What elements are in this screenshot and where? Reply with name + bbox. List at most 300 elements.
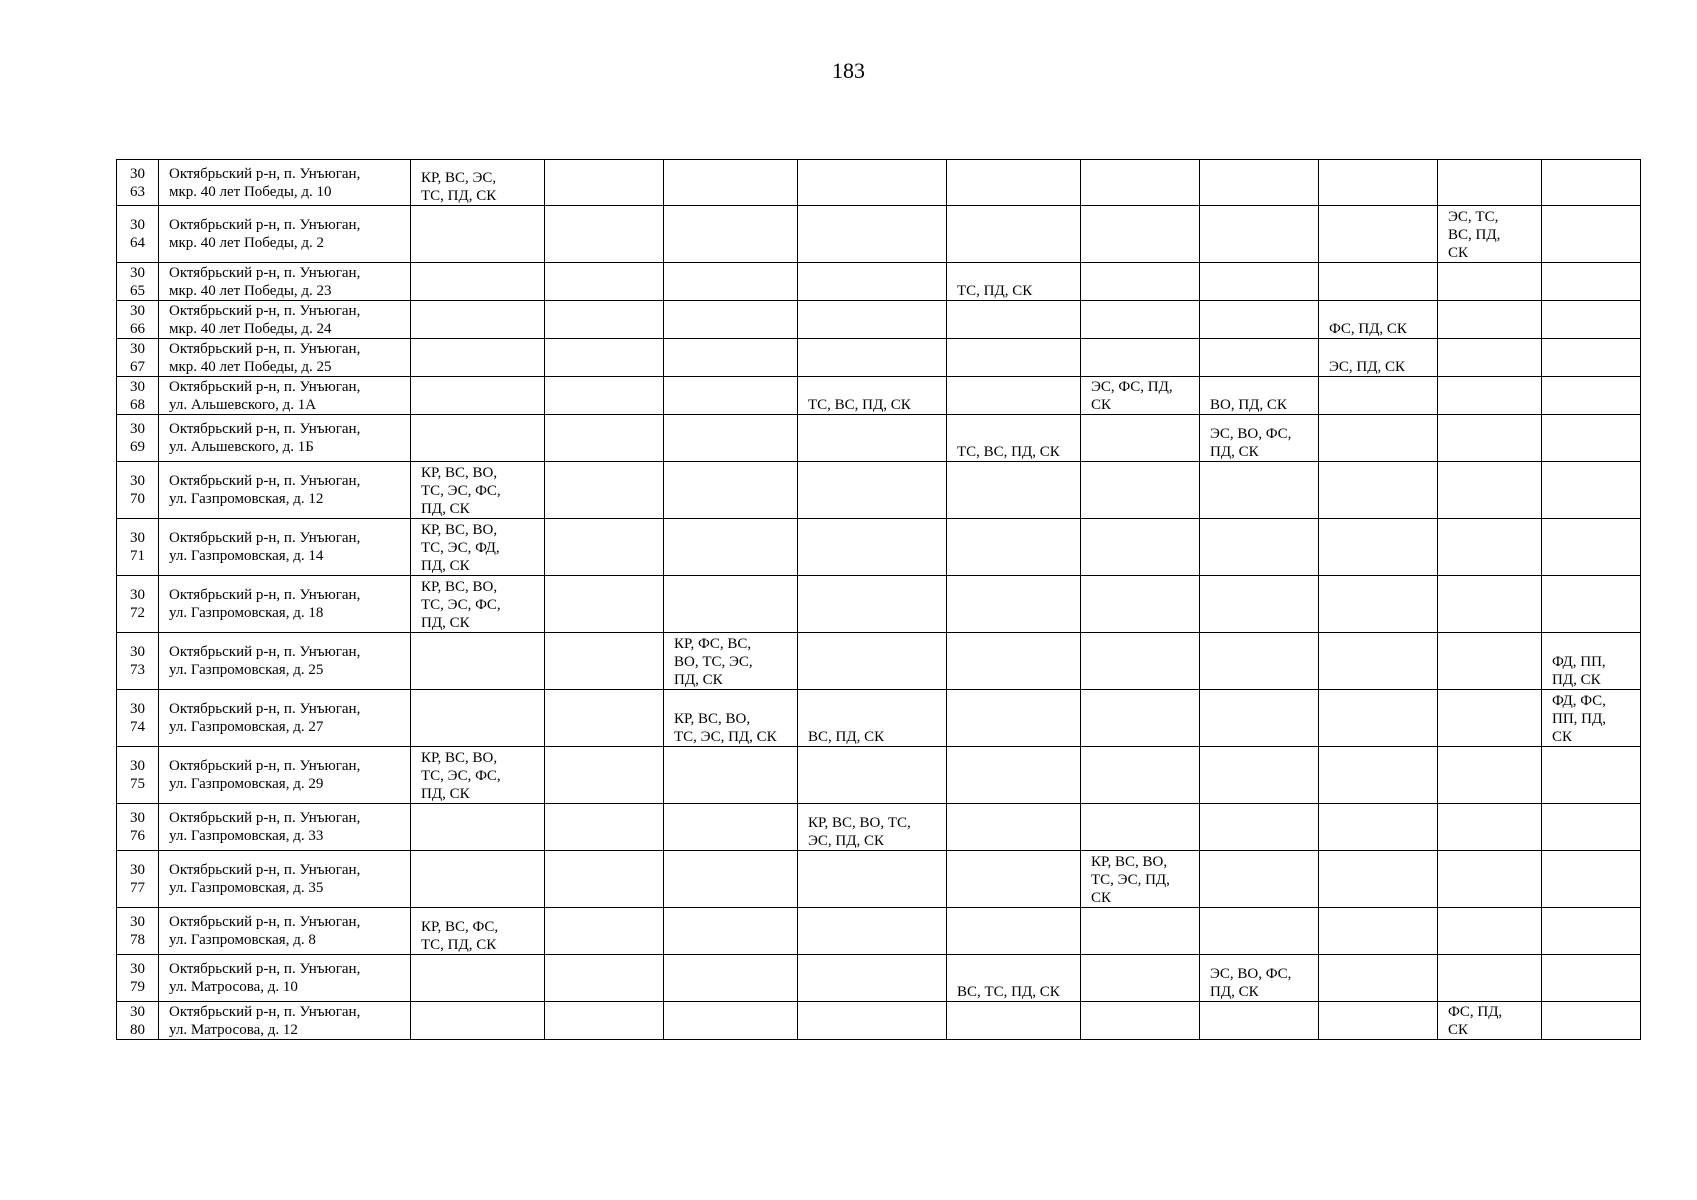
works-cell-year-col-5 [947, 415, 1081, 462]
works-cell-year-col-7 [1200, 1002, 1319, 1040]
works-cell-year-col-3 [664, 339, 798, 377]
works-cell-year-col-5 [947, 690, 1081, 747]
works-codes: ФД, ФС, ПП, ПД, СК [1552, 693, 1606, 745]
works-cell-year-col-5 [947, 339, 1081, 377]
address-cell [159, 519, 411, 576]
address-cell [159, 377, 411, 415]
works-cell-year-col-2 [545, 206, 664, 263]
works-cell-year-col-10 [1542, 415, 1641, 462]
works-cell-year-col-1 [411, 804, 545, 851]
works-cell-year-col-9 [1438, 462, 1542, 519]
works-cell-year-col-10 [1542, 633, 1641, 690]
address-cell [159, 339, 411, 377]
address-line: ул. Газпромовская, д. 8 [169, 932, 316, 948]
address-line: Октябрьский р-н, п. Унъюган, [169, 421, 361, 437]
works-cell-year-col-2 [545, 804, 664, 851]
row-number-cell [117, 263, 159, 301]
table-row [117, 263, 1641, 301]
works-cell-year-col-1 [411, 633, 545, 690]
works-cell-year-col-8 [1319, 1002, 1438, 1040]
works-cell-year-col-7 [1200, 908, 1319, 955]
page-number: 183 [832, 58, 865, 83]
works-cell-year-col-2 [545, 576, 664, 633]
works-cell-year-col-8 [1319, 206, 1438, 263]
works-cell-year-col-3 [664, 804, 798, 851]
works-cell-year-col-1 [411, 955, 545, 1002]
address-line: ул. Газпромовская, д. 35 [169, 880, 324, 896]
works-cell-year-col-2 [545, 160, 664, 206]
works-cell-year-col-2 [545, 519, 664, 576]
works-cell-year-col-4 [798, 377, 947, 415]
works-cell-year-col-7 [1200, 519, 1319, 576]
works-cell-year-col-1 [411, 519, 545, 576]
works-cell-year-col-1 [411, 339, 545, 377]
works-cell-year-col-4 [798, 576, 947, 633]
address-line: Октябрьский р-н, п. Унъюган, [169, 264, 361, 281]
works-cell-year-col-2 [545, 263, 664, 301]
works-cell-year-col-1 [411, 206, 545, 263]
works-cell-year-col-4 [798, 301, 947, 339]
row-number-line: 67 [130, 358, 145, 375]
row-number-line: 79 [130, 979, 145, 995]
row-number-line: 69 [130, 439, 145, 455]
works-cell-year-col-2 [545, 955, 664, 1002]
works-cell-year-col-8 [1319, 415, 1438, 462]
works-cell-year-col-3 [664, 519, 798, 576]
works-cell-year-col-10 [1542, 339, 1641, 377]
row-number-line: 80 [130, 1021, 145, 1038]
works-cell-year-col-10 [1542, 377, 1641, 415]
works-cell-year-col-4 [798, 851, 947, 908]
works-codes: КР, ВС, ФС, ТС, ПД, СК [421, 919, 499, 953]
address-cell [159, 576, 411, 633]
row-number-line: 30 [130, 378, 145, 395]
row-number-cell [117, 1002, 159, 1040]
row-number-line: 72 [130, 605, 145, 621]
works-cell-year-col-10 [1542, 519, 1641, 576]
address-line: Октябрьский р-н, п. Унъюган, [169, 587, 361, 603]
works-cell-year-col-7 [1200, 690, 1319, 747]
row-number-line: 71 [130, 548, 145, 564]
works-cell-year-col-6 [1081, 576, 1200, 633]
works-cell-year-col-8 [1319, 462, 1438, 519]
table-row [117, 377, 1641, 415]
works-codes: ЭС, ФС, ПД, СК [1091, 379, 1173, 413]
works-cell-year-col-2 [545, 462, 664, 519]
works-cell-year-col-10 [1542, 206, 1641, 263]
works-cell-year-col-3 [664, 633, 798, 690]
works-cell-year-col-5 [947, 377, 1081, 415]
works-cell-year-col-3 [664, 160, 798, 206]
address-line: Октябрьский р-н, п. Унъюган, [169, 644, 361, 660]
works-codes: ЭС, ВО, ФС, ПД, СК [1210, 966, 1292, 1000]
works-cell-year-col-2 [545, 301, 664, 339]
works-cell-year-col-2 [545, 377, 664, 415]
works-cell-year-col-8 [1319, 747, 1438, 804]
works-cell-year-col-5 [947, 301, 1081, 339]
row-number-line: 30 [130, 758, 145, 774]
works-cell-year-col-4 [798, 462, 947, 519]
row-number-cell [117, 633, 159, 690]
works-codes: ТС, ВС, ПД, СК [957, 444, 1060, 460]
table-row [117, 339, 1641, 377]
works-codes: КР, ВС, ВО, ТС, ЭС, ПД, СК [808, 815, 911, 849]
works-cell-year-col-1 [411, 377, 545, 415]
works-cell-year-col-10 [1542, 955, 1641, 1002]
table-row [117, 955, 1641, 1002]
works-cell-year-col-5 [947, 576, 1081, 633]
table-row [117, 1002, 1641, 1040]
works-cell-year-col-7 [1200, 804, 1319, 851]
works-cell-year-col-2 [545, 339, 664, 377]
works-cell-year-col-6 [1081, 690, 1200, 747]
address-cell [159, 804, 411, 851]
works-cell-year-col-10 [1542, 160, 1641, 206]
address-line: Октябрьский р-н, п. Унъюган, [169, 914, 361, 930]
row-number-cell [117, 955, 159, 1002]
works-cell-year-col-1 [411, 908, 545, 955]
works-cell-year-col-10 [1542, 301, 1641, 339]
address-cell [159, 955, 411, 1002]
address-cell [159, 206, 411, 263]
works-cell-year-col-6 [1081, 908, 1200, 955]
works-cell-year-col-10 [1542, 1002, 1641, 1040]
works-cell-year-col-3 [664, 1002, 798, 1040]
works-codes: ВС, ТС, ПД, СК [957, 984, 1060, 1000]
row-number-line: 30 [130, 217, 145, 233]
table-row [117, 576, 1641, 633]
address-cell [159, 851, 411, 908]
works-codes: ВС, ПД, СК [808, 729, 885, 745]
works-cell-year-col-9 [1438, 633, 1542, 690]
row-number-line: 30 [130, 421, 145, 437]
row-number-line: 65 [130, 282, 145, 299]
works-cell-year-col-2 [545, 690, 664, 747]
works-cell-year-col-9 [1438, 576, 1542, 633]
table-row [117, 851, 1641, 908]
works-cell-year-col-8 [1319, 955, 1438, 1002]
works-cell-year-col-7 [1200, 851, 1319, 908]
works-cell-year-col-9 [1438, 206, 1542, 263]
works-cell-year-col-5 [947, 462, 1081, 519]
row-number-line: 30 [130, 701, 145, 717]
row-number-cell [117, 462, 159, 519]
works-cell-year-col-6 [1081, 804, 1200, 851]
works-cell-year-col-1 [411, 1002, 545, 1040]
works-cell-year-col-9 [1438, 519, 1542, 576]
row-number-line: 30 [130, 1003, 145, 1020]
works-cell-year-col-4 [798, 263, 947, 301]
works-codes: ФС, ПД, СК [1329, 321, 1407, 337]
address-cell [159, 263, 411, 301]
address-line: Октябрьский р-н, п. Унъюган, [169, 758, 361, 774]
works-cell-year-col-7 [1200, 377, 1319, 415]
table-row [117, 747, 1641, 804]
row-number-line: 74 [130, 719, 145, 735]
row-number-line: 30 [130, 530, 145, 546]
works-cell-year-col-2 [545, 1002, 664, 1040]
works-cell-year-col-9 [1438, 1002, 1542, 1040]
works-cell-year-col-5 [947, 519, 1081, 576]
address-line: Октябрьский р-н, п. Унъюган, [169, 862, 361, 878]
works-cell-year-col-4 [798, 519, 947, 576]
row-number-cell [117, 206, 159, 263]
row-number-line: 70 [130, 491, 145, 507]
works-cell-year-col-7 [1200, 160, 1319, 206]
works-cell-year-col-7 [1200, 206, 1319, 263]
address-line: ул. Газпромовская, д. 18 [169, 605, 324, 621]
table-row [117, 690, 1641, 747]
address-line: Октябрьский р-н, п. Унъюган, [169, 961, 361, 977]
works-cell-year-col-9 [1438, 301, 1542, 339]
works-cell-year-col-1 [411, 263, 545, 301]
works-codes: ЭС, ВО, ФС, ПД, СК [1210, 426, 1292, 460]
works-codes: ВО, ПД, СК [1210, 397, 1287, 413]
works-cell-year-col-6 [1081, 339, 1200, 377]
table-row [117, 206, 1641, 263]
works-codes: КР, ВС, ВО, ТС, ЭС, ФС, ПД, СК [421, 465, 501, 517]
works-codes: ЭС, ПД, СК [1329, 359, 1405, 375]
works-cell-year-col-3 [664, 747, 798, 804]
address-line: Октябрьский р-н, п. Унъюган, [169, 217, 361, 233]
row-number-cell [117, 160, 159, 206]
works-cell-year-col-6 [1081, 263, 1200, 301]
works-cell-year-col-3 [664, 576, 798, 633]
works-cell-year-col-4 [798, 955, 947, 1002]
works-cell-year-col-7 [1200, 263, 1319, 301]
works-cell-year-col-4 [798, 908, 947, 955]
works-cell-year-col-8 [1319, 301, 1438, 339]
row-number-cell [117, 339, 159, 377]
works-cell-year-col-10 [1542, 908, 1641, 955]
works-codes: КР, ФС, ВС, ВО, ТС, ЭС, ПД, СК [674, 636, 753, 688]
works-cell-year-col-3 [664, 377, 798, 415]
works-cell-year-col-9 [1438, 804, 1542, 851]
address-cell [159, 1002, 411, 1040]
address-line: ул. Матросова, д. 12 [169, 1021, 298, 1038]
works-cell-year-col-3 [664, 415, 798, 462]
works-cell-year-col-5 [947, 263, 1081, 301]
works-cell-year-col-6 [1081, 206, 1200, 263]
address-line: Октябрьский р-н, п. Унъюган, [169, 1003, 361, 1020]
works-cell-year-col-8 [1319, 851, 1438, 908]
works-codes: КР, ВС, ВО, ТС, ЭС, ФД, ПД, СК [421, 522, 500, 574]
address-line: ул. Газпромовская, д. 33 [169, 828, 324, 844]
address-line: Октябрьский р-н, п. Унъюган, [169, 340, 361, 357]
works-cell-year-col-7 [1200, 415, 1319, 462]
address-line: ул. Альшевского, д. 1Б [169, 439, 314, 455]
works-cell-year-col-7 [1200, 576, 1319, 633]
works-cell-year-col-10 [1542, 263, 1641, 301]
row-number-line: 64 [130, 235, 145, 251]
works-cell-year-col-4 [798, 415, 947, 462]
works-codes: ЭС, ТС, ВС, ПД, СК [1448, 209, 1501, 261]
works-cell-year-col-3 [664, 690, 798, 747]
works-cell-year-col-1 [411, 851, 545, 908]
works-cell-year-col-8 [1319, 263, 1438, 301]
works-cell-year-col-8 [1319, 804, 1438, 851]
works-cell-year-col-4 [798, 160, 947, 206]
table-row [117, 519, 1641, 576]
row-number-cell [117, 377, 159, 415]
works-cell-year-col-5 [947, 908, 1081, 955]
row-number-cell [117, 415, 159, 462]
works-cell-year-col-4 [798, 747, 947, 804]
works-cell-year-col-5 [947, 206, 1081, 263]
works-codes: КР, ВС, ВО, ТС, ЭС, ФС, ПД, СК [421, 750, 501, 802]
works-cell-year-col-6 [1081, 955, 1200, 1002]
address-cell [159, 301, 411, 339]
works-cell-year-col-8 [1319, 160, 1438, 206]
address-line: ул. Газпромовская, д. 25 [169, 662, 324, 678]
address-line: Октябрьский р-н, п. Унъюган, [169, 810, 361, 826]
works-codes: КР, ВС, ВО, ТС, ЭС, ФС, ПД, СК [421, 579, 501, 631]
row-number-cell [117, 747, 159, 804]
works-codes: ФД, ПП, ПД, СК [1552, 654, 1606, 688]
works-cell-year-col-9 [1438, 415, 1542, 462]
works-cell-year-col-1 [411, 690, 545, 747]
works-cell-year-col-2 [545, 415, 664, 462]
row-number-line: 30 [130, 644, 145, 660]
address-cell [159, 747, 411, 804]
works-cell-year-col-4 [798, 206, 947, 263]
table-row [117, 908, 1641, 955]
works-cell-year-col-10 [1542, 690, 1641, 747]
works-cell-year-col-7 [1200, 339, 1319, 377]
works-cell-year-col-3 [664, 851, 798, 908]
works-cell-year-col-8 [1319, 908, 1438, 955]
row-number-line: 30 [130, 862, 145, 878]
table-row [117, 301, 1641, 339]
works-cell-year-col-10 [1542, 804, 1641, 851]
address-line: Октябрьский р-н, п. Унъюган, [169, 530, 361, 546]
works-cell-year-col-4 [798, 339, 947, 377]
address-line: мкр. 40 лет Победы, д. 24 [169, 320, 332, 337]
address-cell [159, 462, 411, 519]
works-cell-year-col-6 [1081, 1002, 1200, 1040]
address-line: ул. Газпромовская, д. 14 [169, 548, 324, 564]
works-cell-year-col-3 [664, 206, 798, 263]
address-cell [159, 690, 411, 747]
works-codes: КР, ВС, ВО, ТС, ЭС, ПД, СК [674, 711, 777, 745]
works-cell-year-col-6 [1081, 851, 1200, 908]
row-number-line: 63 [130, 183, 145, 200]
row-number-line: 30 [130, 340, 145, 357]
table-row [117, 462, 1641, 519]
works-cell-year-col-5 [947, 633, 1081, 690]
works-codes: КР, ВС, ЭС, ТС, ПД, СК [421, 170, 497, 204]
works-cell-year-col-3 [664, 908, 798, 955]
works-cell-year-col-5 [947, 851, 1081, 908]
works-codes: ТС, ПД, СК [957, 283, 1033, 299]
row-number-line: 30 [130, 473, 145, 489]
table-row [117, 415, 1641, 462]
works-cell-year-col-9 [1438, 339, 1542, 377]
works-cell-year-col-8 [1319, 690, 1438, 747]
works-cell-year-col-7 [1200, 633, 1319, 690]
works-cell-year-col-3 [664, 301, 798, 339]
row-number-cell [117, 690, 159, 747]
row-number-line: 30 [130, 961, 145, 977]
works-cell-year-col-8 [1319, 576, 1438, 633]
address-line: Октябрьский р-н, п. Унъюган, [169, 165, 361, 182]
works-cell-year-col-1 [411, 415, 545, 462]
address-line: Октябрьский р-н, п. Унъюган, [169, 701, 361, 717]
works-cell-year-col-4 [798, 804, 947, 851]
address-line: мкр. 40 лет Победы, д. 23 [169, 282, 332, 299]
works-cell-year-col-10 [1542, 576, 1641, 633]
row-number-line: 30 [130, 302, 145, 319]
works-cell-year-col-6 [1081, 377, 1200, 415]
works-cell-year-col-7 [1200, 301, 1319, 339]
works-cell-year-col-3 [664, 462, 798, 519]
works-cell-year-col-10 [1542, 747, 1641, 804]
works-cell-year-col-6 [1081, 462, 1200, 519]
works-cell-year-col-1 [411, 747, 545, 804]
address-cell [159, 160, 411, 206]
works-cell-year-col-9 [1438, 747, 1542, 804]
row-number-cell [117, 851, 159, 908]
works-cell-year-col-2 [545, 633, 664, 690]
row-number-line: 30 [130, 264, 145, 281]
works-cell-year-col-9 [1438, 377, 1542, 415]
address-line: мкр. 40 лет Победы, д. 25 [169, 358, 332, 375]
row-number-cell [117, 301, 159, 339]
address-line: Октябрьский р-н, п. Унъюган, [169, 302, 361, 319]
address-line: ул. Газпромовская, д. 29 [169, 776, 324, 792]
works-cell-year-col-6 [1081, 633, 1200, 690]
works-cell-year-col-10 [1542, 851, 1641, 908]
works-cell-year-col-1 [411, 160, 545, 206]
works-schedule-table [116, 159, 1641, 1040]
row-number-line: 30 [130, 914, 145, 930]
address-cell [159, 908, 411, 955]
works-cell-year-col-6 [1081, 519, 1200, 576]
works-codes: ФС, ПД, СК [1448, 1004, 1503, 1038]
works-cell-year-col-6 [1081, 160, 1200, 206]
works-cell-year-col-5 [947, 160, 1081, 206]
address-line: ул. Матросова, д. 10 [169, 979, 298, 995]
works-cell-year-col-8 [1319, 519, 1438, 576]
works-cell-year-col-6 [1081, 747, 1200, 804]
works-cell-year-col-3 [664, 955, 798, 1002]
works-cell-year-col-3 [664, 263, 798, 301]
address-line: ул. Газпромовская, д. 12 [169, 491, 324, 507]
works-cell-year-col-5 [947, 804, 1081, 851]
table-body [117, 160, 1641, 1040]
row-number-cell [117, 804, 159, 851]
works-cell-year-col-4 [798, 633, 947, 690]
works-codes: ТС, ВС, ПД, СК [808, 397, 911, 413]
address-line: мкр. 40 лет Победы, д. 10 [169, 183, 332, 200]
row-number-line: 75 [130, 776, 145, 792]
works-cell-year-col-2 [545, 908, 664, 955]
works-cell-year-col-2 [545, 851, 664, 908]
works-cell-year-col-7 [1200, 462, 1319, 519]
works-cell-year-col-6 [1081, 301, 1200, 339]
address-cell [159, 633, 411, 690]
row-number-line: 78 [130, 932, 145, 948]
works-cell-year-col-5 [947, 747, 1081, 804]
works-cell-year-col-9 [1438, 908, 1542, 955]
address-line: Октябрьский р-н, п. Унъюган, [169, 473, 361, 489]
works-cell-year-col-10 [1542, 462, 1641, 519]
address-line: мкр. 40 лет Победы, д. 2 [169, 235, 325, 251]
works-cell-year-col-5 [947, 955, 1081, 1002]
address-cell [159, 415, 411, 462]
row-number-line: 76 [130, 828, 145, 844]
works-cell-year-col-2 [545, 747, 664, 804]
